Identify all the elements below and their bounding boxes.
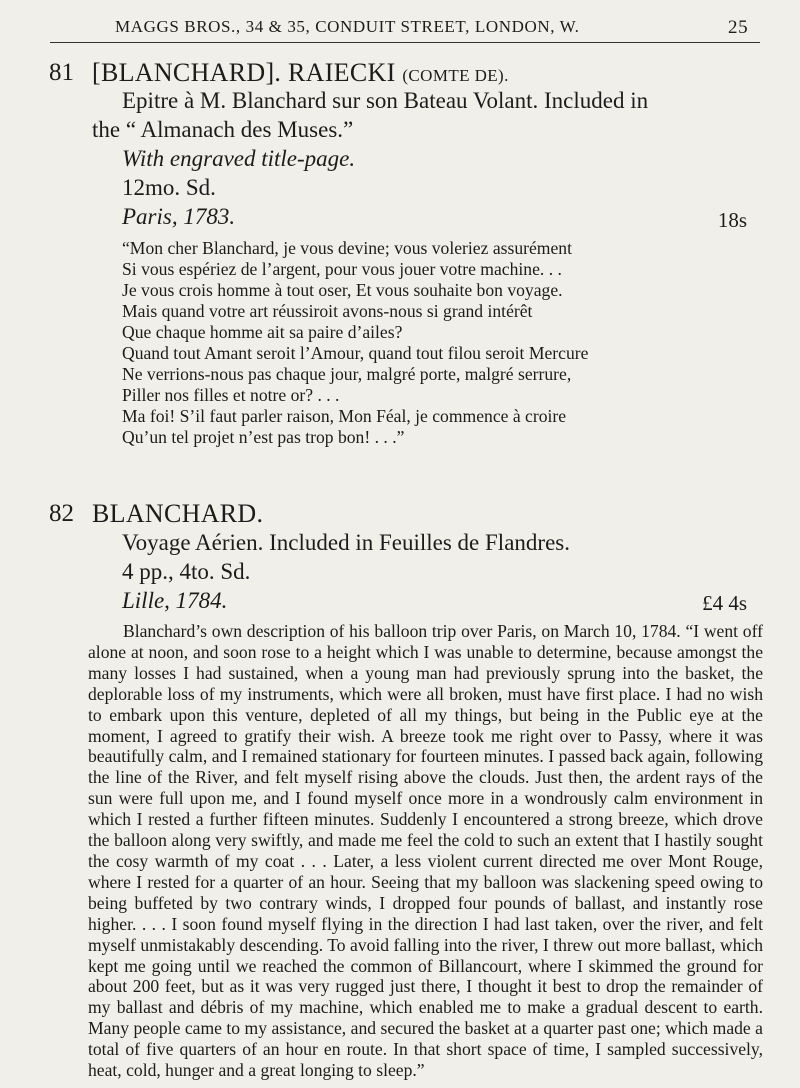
verse-line: Si vous espériez de l’argent, pour vous jouer votre machine. . . [122,259,562,279]
size-line: 4 pp., 4to. Sd. [122,559,251,584]
imprint-line: Paris, 1783. [122,204,236,229]
verse-line: Mais quand votre art réussiroit avons-nous si grand intérêt [122,301,533,321]
format-note: With engraved title-page. [122,146,356,171]
publisher-address: MAGGS BROS., 34 & 35, CONDUIT STREET, LONDON, W. [115,17,580,36]
author-name: [BLANCHARD]. RAIECKI [92,58,396,87]
price: 18s [717,208,747,232]
price: £4 4s [702,591,747,615]
entry-author: BLANCHARD. [92,499,264,528]
entry-author [92,58,509,88]
verse-line: “Mon cher Blanchard, je vous devine; vous voleriez assurément [122,238,572,258]
title-text: Voyage Aérien. Included in Feuilles de Flandres. [122,530,570,555]
verse-line: Que chaque homme ait sa paire d’ailes? [122,322,403,342]
verse-line: Qu’un tel projet n’est pas trop bon! . . .” [122,427,405,447]
size-line: 12mo. Sd. [122,175,216,200]
page-header [0,0,800,40]
author-note: (COMTE DE). [402,66,509,85]
quoted-verse [122,238,772,448]
verse-line: Piller nos filles et notre or? . . . [122,385,340,405]
header-rule [50,42,760,43]
title-line-1: Epitre à M. Blanchard sur son Bateau Volant. Included in [122,88,649,113]
page-number: 25 [728,17,749,38]
verse-line: Quand tout Amant seroit l’Amour, quand tout filou seroit Mercure [122,343,589,363]
entry-number: 82 [49,500,74,527]
verse-line: Ne verrions-nous pas chaque jour, malgré porte, malgré serrure, [122,364,572,384]
title-line-1 [122,530,570,556]
entry-number: 81 [49,59,74,86]
verse-line: Je vous crois homme à tout oser, Et vous souhaite bon voyage. [122,280,563,300]
title-line-2: the “ Almanach des Muses.” [92,117,354,142]
entry-description [88,621,763,1081]
imprint-line: Lille, 1784. [122,588,228,613]
verse-line: Ma foi! S’il faut parler raison, Mon Féal, je commence à croire [122,406,567,426]
description-paragraph: Blanchard’s own description of his balloon trip over Paris, on March 10, 1784. “I went off alone at noon, and soon rose to a height which I was unable to determine, because amongst the many losses I had sustained, when a young man had previously sprung into the basket, the deplorable loss of my instruments, which were all broken, must have first place. I had no wish to embark upon this venture, depleted of all my things, but being in the Public eye at the moment, I agreed to gratify their wish. A breeze took me right over to Passy, where it was beautifully calm, and I remained stationary for fourteen minutes. I passed back again, following the line of the River, and felt myself rising above the clouds. Just then, the ardent rays of the sun were full upon me, and I found myself once more in a wondrously calm environment in which I rested a further fifteen minutes. Suddenly I encountered a strong breeze, which drove the balloon along very swiftly, and made me feel the cold to such an extent that I hastily sought the cosy warmth of my coat . . . Later, a less violent current directed me over Mont Rouge, where I rested for a quarter of an hour. Seeing that my balloon was slackening speed owing to being buffeted by two contrary winds, I dropped four pounds of ballast, and instantly rose higher. . . . I soon found myself flying in the direction I had last taken, over the river, and felt myself unmistakably descending. To avoid falling into the river, I threw out more ballast, which kept me going until we reached the common of Billancourt, where I skimmed the ground for about 200 feet, but as it was very rugged just there, I thought it best to drop the remainder of my ballast and débris of my machine, which enabled me to make a gradual descent to earth. Many people came to my assistance, and secured the basket at a quarter past one; which made a total of five quarters of an hour en route. In that short space of time, I sampled successively, heat, cold, hunger and a great longing to sleep.” [88,621,763,1081]
